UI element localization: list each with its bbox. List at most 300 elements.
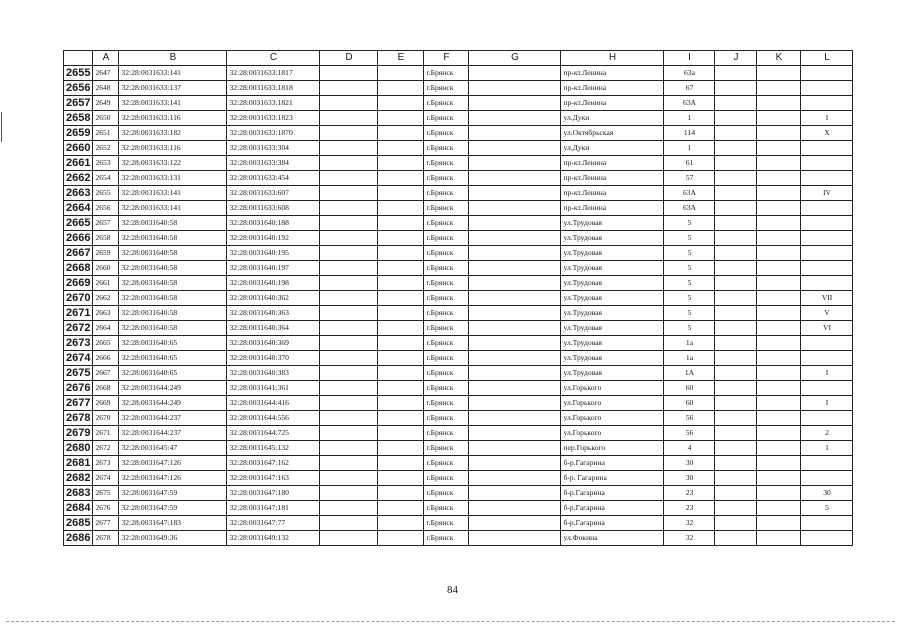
- cell-e: [378, 96, 424, 111]
- cell-f: г.Брянск: [424, 396, 469, 411]
- column-header-c: C: [227, 51, 320, 66]
- cell-k: [757, 96, 801, 111]
- cell-c: 32:28:0031640:197: [227, 261, 320, 276]
- cell-a: 2670: [93, 411, 119, 426]
- cell-f: г.Брянск: [424, 201, 469, 216]
- column-header-b: B: [119, 51, 227, 66]
- cell-e: [378, 306, 424, 321]
- corner-header: [64, 51, 93, 66]
- cell-h: б-р.Гагарина: [561, 456, 664, 471]
- cell-a: 2663: [93, 306, 119, 321]
- cell-c: 32:28:0031647:180: [227, 486, 320, 501]
- cell-b: 32:28:0031640:65: [119, 366, 227, 381]
- cell-i: 63А: [664, 201, 715, 216]
- cell-g: [469, 246, 561, 261]
- page-bottom-edge: [6, 621, 895, 622]
- cell-l: [801, 231, 853, 246]
- table-row: [64, 291, 853, 306]
- cell-h: ул.Горького: [561, 426, 664, 441]
- cell-i: 1: [664, 141, 715, 156]
- table-row: [64, 486, 853, 501]
- cell-i: 67: [664, 81, 715, 96]
- table-row: [64, 351, 853, 366]
- cell-k: [757, 531, 801, 546]
- cell-f: г.Брянск: [424, 126, 469, 141]
- cell-l: VI: [801, 321, 853, 336]
- cell-f: г.Брянск: [424, 471, 469, 486]
- cell-j: [715, 411, 757, 426]
- cell-a: 2664: [93, 321, 119, 336]
- cell-e: [378, 486, 424, 501]
- cell-k: [757, 141, 801, 156]
- cell-k: [757, 231, 801, 246]
- cell-i: 5: [664, 231, 715, 246]
- spreadsheet-table: [63, 50, 853, 546]
- cell-e: [378, 231, 424, 246]
- cell-g: [469, 516, 561, 531]
- cell-f: г.Брянск: [424, 366, 469, 381]
- cell-l: [801, 516, 853, 531]
- column-header-a: A: [93, 51, 119, 66]
- cell-l: [801, 381, 853, 396]
- row-number: 2675: [64, 366, 93, 381]
- cell-c: 32:28:0031633:304: [227, 141, 320, 156]
- cell-k: [757, 156, 801, 171]
- cell-j: [715, 441, 757, 456]
- cell-b: 32:28:0031633:141: [119, 186, 227, 201]
- cell-i: 30: [664, 456, 715, 471]
- row-number: 2668: [64, 261, 93, 276]
- table-row: [64, 471, 853, 486]
- cell-l: [801, 246, 853, 261]
- cell-e: [378, 381, 424, 396]
- row-number: 2678: [64, 411, 93, 426]
- cell-i: 5: [664, 216, 715, 231]
- cell-c: 32:28:0031633:1870: [227, 126, 320, 141]
- cell-d: [320, 486, 378, 501]
- cell-j: [715, 501, 757, 516]
- cell-l: [801, 276, 853, 291]
- cell-c: 32:28:0031640:198: [227, 276, 320, 291]
- cell-f: г.Брянск: [424, 336, 469, 351]
- cell-i: 4: [664, 441, 715, 456]
- cell-g: [469, 141, 561, 156]
- cell-d: [320, 216, 378, 231]
- table-row: [64, 336, 853, 351]
- cell-l: [801, 81, 853, 96]
- cell-i: 23: [664, 501, 715, 516]
- cell-f: г.Брянск: [424, 531, 469, 546]
- cell-b: 32:28:0031644:237: [119, 426, 227, 441]
- cell-h: пр-кт.Ленина: [561, 186, 664, 201]
- cell-f: г.Брянск: [424, 81, 469, 96]
- cell-f: г.Брянск: [424, 246, 469, 261]
- row-number: 2658: [64, 111, 93, 126]
- table-row: [64, 456, 853, 471]
- cell-f: г.Брянск: [424, 66, 469, 81]
- column-header-h: H: [561, 51, 664, 66]
- cell-c: 32:28:0031633:1818: [227, 81, 320, 96]
- cell-k: [757, 246, 801, 261]
- cell-j: [715, 231, 757, 246]
- cell-e: [378, 426, 424, 441]
- cell-i: 56: [664, 426, 715, 441]
- cell-d: [320, 126, 378, 141]
- cell-c: 32:28:0031640:369: [227, 336, 320, 351]
- cell-k: [757, 336, 801, 351]
- cell-a: 2666: [93, 351, 119, 366]
- cell-e: [378, 516, 424, 531]
- scan-margin-mark: [1, 112, 2, 142]
- cell-c: 32:28:0031644:416: [227, 396, 320, 411]
- cell-h: пр-кт.Ленина: [561, 96, 664, 111]
- cell-l: 30: [801, 486, 853, 501]
- cell-l: [801, 336, 853, 351]
- cell-d: [320, 366, 378, 381]
- column-header-j: J: [715, 51, 757, 66]
- cell-f: г.Брянск: [424, 186, 469, 201]
- cell-l: [801, 141, 853, 156]
- cell-g: [469, 471, 561, 486]
- cell-k: [757, 366, 801, 381]
- row-number: 2672: [64, 321, 93, 336]
- cell-l: [801, 201, 853, 216]
- cell-i: 56: [664, 411, 715, 426]
- cell-g: [469, 81, 561, 96]
- cell-h: ул.Трудовая: [561, 231, 664, 246]
- cell-g: [469, 396, 561, 411]
- cell-d: [320, 456, 378, 471]
- cell-l: [801, 156, 853, 171]
- cell-a: 2655: [93, 186, 119, 201]
- column-header-g: G: [469, 51, 561, 66]
- cell-i: 5: [664, 306, 715, 321]
- cell-c: 32:28:0031641:361: [227, 381, 320, 396]
- cell-j: [715, 516, 757, 531]
- cell-i: 60: [664, 396, 715, 411]
- cell-f: г.Брянск: [424, 351, 469, 366]
- row-number: 2669: [64, 276, 93, 291]
- cell-h: ул.Трудовая: [561, 291, 664, 306]
- row-number: 2657: [64, 96, 93, 111]
- cell-a: 2661: [93, 276, 119, 291]
- cell-a: 2656: [93, 201, 119, 216]
- cell-a: 2677: [93, 516, 119, 531]
- cell-h: ул.Трудовая: [561, 366, 664, 381]
- cell-b: 32:28:0031649:36: [119, 531, 227, 546]
- cell-i: 60: [664, 381, 715, 396]
- cell-h: ул.Горького: [561, 381, 664, 396]
- cell-i: 57: [664, 171, 715, 186]
- cell-c: 32:28:0031640:383: [227, 366, 320, 381]
- cell-f: г.Брянск: [424, 171, 469, 186]
- table-row: [64, 261, 853, 276]
- cell-h: пр-кт.Ленина: [561, 156, 664, 171]
- cell-g: [469, 321, 561, 336]
- cell-e: [378, 411, 424, 426]
- cell-b: 32:28:0031633:131: [119, 171, 227, 186]
- cell-g: [469, 186, 561, 201]
- cell-j: [715, 171, 757, 186]
- row-number: 2677: [64, 396, 93, 411]
- cell-i: 63А: [664, 96, 715, 111]
- cell-k: [757, 306, 801, 321]
- cell-b: 32:28:0031640:65: [119, 336, 227, 351]
- cell-d: [320, 531, 378, 546]
- cell-a: 2650: [93, 111, 119, 126]
- cell-a: 2647: [93, 66, 119, 81]
- cell-d: [320, 246, 378, 261]
- cell-h: б-р.Гагарина: [561, 501, 664, 516]
- table-row: [64, 201, 853, 216]
- cell-j: [715, 276, 757, 291]
- cell-l: [801, 96, 853, 111]
- cell-k: [757, 456, 801, 471]
- cell-c: 32:28:0031647:162: [227, 456, 320, 471]
- table-row: [64, 81, 853, 96]
- cell-c: 32:28:0031645:132: [227, 441, 320, 456]
- cell-h: ул.Трудовая: [561, 351, 664, 366]
- cell-a: 2672: [93, 441, 119, 456]
- cell-d: [320, 516, 378, 531]
- table-row: [64, 306, 853, 321]
- cell-l: [801, 411, 853, 426]
- cell-c: 32:28:0031633:454: [227, 171, 320, 186]
- cell-l: [801, 471, 853, 486]
- cell-f: г.Брянск: [424, 501, 469, 516]
- page-number: 84: [447, 584, 458, 596]
- cell-d: [320, 351, 378, 366]
- cell-e: [378, 501, 424, 516]
- cell-g: [469, 456, 561, 471]
- cell-d: [320, 276, 378, 291]
- cell-e: [378, 261, 424, 276]
- cell-h: б-р.Гагарина: [561, 486, 664, 501]
- cell-c: 32:28:0031647:181: [227, 501, 320, 516]
- cell-g: [469, 381, 561, 396]
- cell-i: 63А: [664, 186, 715, 201]
- cell-b: 32:28:0031644:237: [119, 411, 227, 426]
- cell-j: [715, 111, 757, 126]
- cell-k: [757, 321, 801, 336]
- cell-a: 2648: [93, 81, 119, 96]
- cell-i: 114: [664, 126, 715, 141]
- cell-g: [469, 306, 561, 321]
- cell-f: г.Брянск: [424, 141, 469, 156]
- cell-l: [801, 456, 853, 471]
- cell-l: I: [801, 111, 853, 126]
- cell-i: 1: [664, 111, 715, 126]
- cell-f: г.Брянск: [424, 291, 469, 306]
- cell-e: [378, 81, 424, 96]
- cell-a: 2651: [93, 126, 119, 141]
- column-header-f: F: [424, 51, 469, 66]
- cell-g: [469, 276, 561, 291]
- cell-f: г.Брянск: [424, 156, 469, 171]
- column-header-e: E: [378, 51, 424, 66]
- cell-l: 5: [801, 501, 853, 516]
- cell-j: [715, 306, 757, 321]
- cell-b: 32:28:0031633:116: [119, 141, 227, 156]
- cell-i: 5: [664, 276, 715, 291]
- row-number: 2682: [64, 471, 93, 486]
- cell-g: [469, 336, 561, 351]
- table-row: [64, 246, 853, 261]
- cell-j: [715, 141, 757, 156]
- cell-j: [715, 321, 757, 336]
- cell-c: 32:28:0031644:725: [227, 426, 320, 441]
- cell-k: [757, 471, 801, 486]
- cell-j: [715, 246, 757, 261]
- table-row: [64, 111, 853, 126]
- cell-b: 32:28:0031640:58: [119, 216, 227, 231]
- cell-c: 32:28:0031640:188: [227, 216, 320, 231]
- cell-c: 32:28:0031640:192: [227, 231, 320, 246]
- cell-a: 2673: [93, 456, 119, 471]
- table-row: [64, 276, 853, 291]
- cell-l: [801, 261, 853, 276]
- cell-b: 32:28:0031645:47: [119, 441, 227, 456]
- table-row: [64, 66, 853, 81]
- cell-d: [320, 201, 378, 216]
- cell-h: пр-кт.Ленина: [561, 81, 664, 96]
- cell-a: 2667: [93, 366, 119, 381]
- cell-f: г.Брянск: [424, 261, 469, 276]
- row-number: 2681: [64, 456, 93, 471]
- table-row: [64, 366, 853, 381]
- cell-e: [378, 456, 424, 471]
- row-number: 2676: [64, 381, 93, 396]
- cell-j: [715, 216, 757, 231]
- table-body: [64, 66, 853, 546]
- cell-d: [320, 411, 378, 426]
- cell-k: [757, 426, 801, 441]
- cell-i: 1а: [664, 336, 715, 351]
- cell-e: [378, 111, 424, 126]
- cell-g: [469, 261, 561, 276]
- cell-f: г.Брянск: [424, 456, 469, 471]
- cell-c: 32:28:0031640:364: [227, 321, 320, 336]
- cell-a: 2658: [93, 231, 119, 246]
- cell-h: ул.Трудовая: [561, 276, 664, 291]
- cell-c: 32:28:0031633:607: [227, 186, 320, 201]
- cell-h: ул.Трудовая: [561, 261, 664, 276]
- cell-b: 32:28:0031640:58: [119, 321, 227, 336]
- cell-i: 30: [664, 471, 715, 486]
- cell-g: [469, 96, 561, 111]
- column-header-l: L: [801, 51, 853, 66]
- cell-c: 32:28:0031633:1817: [227, 66, 320, 81]
- cell-l: [801, 66, 853, 81]
- cell-e: [378, 366, 424, 381]
- cell-j: [715, 186, 757, 201]
- table-row: [64, 441, 853, 456]
- cell-f: г.Брянск: [424, 516, 469, 531]
- row-number: 2655: [64, 66, 93, 81]
- cell-l: 1: [801, 441, 853, 456]
- cell-k: [757, 441, 801, 456]
- cell-b: 32:28:0031647:126: [119, 456, 227, 471]
- cell-l: V: [801, 306, 853, 321]
- row-number: 2671: [64, 306, 93, 321]
- cell-b: 32:28:0031633:137: [119, 81, 227, 96]
- cell-l: I: [801, 396, 853, 411]
- cell-k: [757, 171, 801, 186]
- cell-e: [378, 156, 424, 171]
- cell-h: пер.Горького: [561, 441, 664, 456]
- cell-a: 2675: [93, 486, 119, 501]
- table-row: [64, 186, 853, 201]
- cell-i: 5: [664, 291, 715, 306]
- table-row: [64, 381, 853, 396]
- cell-e: [378, 471, 424, 486]
- table-row: [64, 156, 853, 171]
- cell-a: 2657: [93, 216, 119, 231]
- cell-e: [378, 186, 424, 201]
- table-row: [64, 231, 853, 246]
- row-number: 2674: [64, 351, 93, 366]
- cell-d: [320, 261, 378, 276]
- cell-c: 32:28:0031640:363: [227, 306, 320, 321]
- cell-g: [469, 126, 561, 141]
- cell-a: 2652: [93, 141, 119, 156]
- cell-h: пр-кт.Ленина: [561, 201, 664, 216]
- cell-b: 32:28:0031633:182: [119, 126, 227, 141]
- cell-h: ул.Трудовая: [561, 246, 664, 261]
- cell-e: [378, 531, 424, 546]
- cell-f: г.Брянск: [424, 486, 469, 501]
- cell-c: 32:28:0031647:77: [227, 516, 320, 531]
- cell-i: 61: [664, 156, 715, 171]
- row-number: 2656: [64, 81, 93, 96]
- cell-i: 32: [664, 516, 715, 531]
- cell-h: ул.Горького: [561, 396, 664, 411]
- cell-c: 32:28:0031633:1823: [227, 111, 320, 126]
- cell-e: [378, 201, 424, 216]
- cell-l: [801, 531, 853, 546]
- table-row: [64, 126, 853, 141]
- row-number: 2673: [64, 336, 93, 351]
- cell-e: [378, 441, 424, 456]
- cell-g: [469, 486, 561, 501]
- cell-f: г.Брянск: [424, 111, 469, 126]
- cell-a: 2654: [93, 171, 119, 186]
- row-number: 2664: [64, 201, 93, 216]
- cell-g: [469, 291, 561, 306]
- cell-i: 1а: [664, 351, 715, 366]
- cell-b: 32:28:0031640:65: [119, 351, 227, 366]
- cell-g: [469, 351, 561, 366]
- cell-k: [757, 276, 801, 291]
- cell-b: 32:28:0031647:59: [119, 501, 227, 516]
- cell-b: 32:28:0031633:141: [119, 201, 227, 216]
- cell-f: г.Брянск: [424, 231, 469, 246]
- cell-l: [801, 171, 853, 186]
- cell-k: [757, 261, 801, 276]
- cell-c: 32:28:0031633:384: [227, 156, 320, 171]
- cell-i: 5: [664, 321, 715, 336]
- cell-b: 32:28:0031647:183: [119, 516, 227, 531]
- row-number: 2665: [64, 216, 93, 231]
- row-number: 2686: [64, 531, 93, 546]
- row-number: 2670: [64, 291, 93, 306]
- cell-i: 63а: [664, 66, 715, 81]
- cell-a: 2649: [93, 96, 119, 111]
- row-number: 2660: [64, 141, 93, 156]
- row-number: 2667: [64, 246, 93, 261]
- cell-j: [715, 381, 757, 396]
- cell-c: 32:28:0031633:608: [227, 201, 320, 216]
